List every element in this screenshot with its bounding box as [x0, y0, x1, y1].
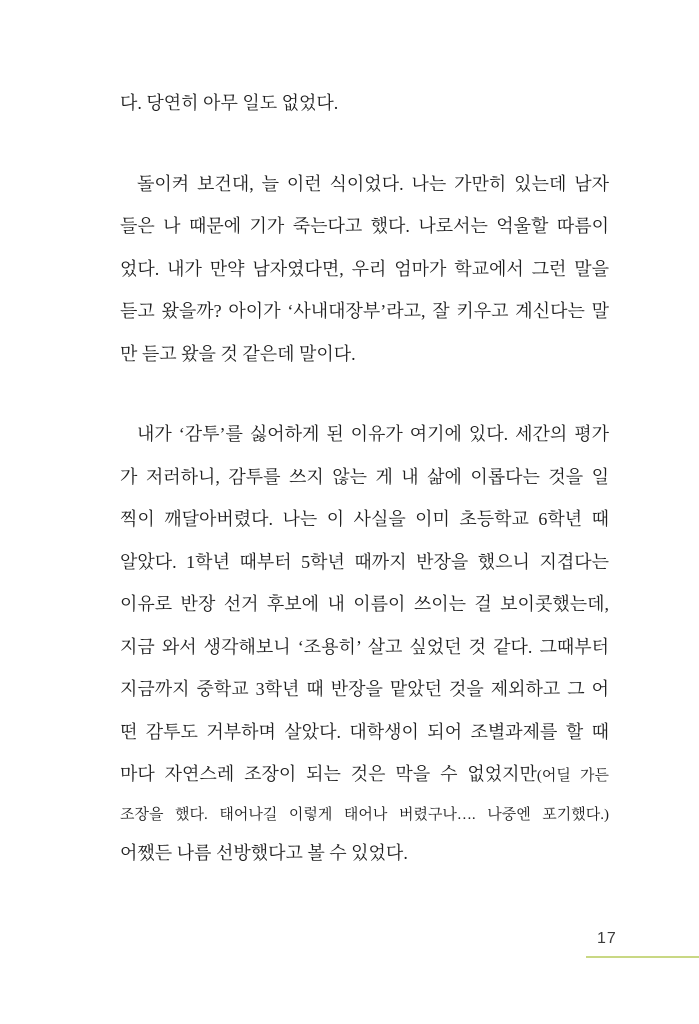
text-line [120, 413, 609, 456]
text-run: 알았다. 1학년 때부터 5학년 때까지 반장을 했으니 지겹다는 [120, 551, 609, 572]
text-run: 었다. 내가 만약 남자였다면, 우리 엄마가 학교에서 그런 말을 [120, 258, 609, 279]
text-line [120, 668, 609, 711]
text-line [120, 205, 609, 248]
text-line [120, 498, 609, 541]
text-line [120, 583, 609, 626]
text-run: 지금까지 중학교 3학년 때 반장을 맡았던 것을 제외하고 그 어 [120, 679, 609, 699]
text-line [120, 626, 609, 669]
text-run: 찍이 깨달아버렸다. 나는 이 사실을 이미 초등학교 6학년 때 [120, 509, 609, 529]
text-line [120, 832, 609, 875]
text-line [120, 82, 609, 125]
text-run: 듣고 왔을까? 아이가 ‘사내대장부’라고, 잘 키우고 계신다는 말 [120, 301, 609, 321]
page-text [120, 82, 609, 874]
paragraph [120, 163, 609, 376]
text-run: 이유로 반장 선거 후보에 내 이름이 쓰이는 걸 보이콧했는데, [120, 594, 609, 614]
text-line [120, 456, 609, 499]
page-number: 17 [597, 930, 617, 947]
text-run: 돌이켜 보건대, 늘 이런 식이었다. 나는 가만히 있는데 남자 [137, 173, 609, 194]
text-line [120, 163, 609, 206]
text-line [120, 248, 609, 291]
text-run: 내가 ‘감투’를 싫어하게 된 이유가 여기에 있다. 세간의 평가 [137, 424, 609, 444]
text-line [120, 711, 609, 754]
text-run: 지금 와서 생각해보니 ‘조용히’ 살고 싶었던 것 같다. 그때부터 [120, 636, 609, 657]
text-run: 들은 나 때문에 기가 죽는다고 했다. 나로서는 억울할 따름이 [120, 216, 609, 236]
text-run: 마다 자연스레 조장이 되는 것은 막을 수 없었지만 [120, 764, 537, 784]
text-run: 만 듣고 왔을 것 같은데 말이다. [120, 343, 356, 364]
text-run: 어쨌든 나름 선방했다고 볼 수 있었다. [120, 842, 408, 863]
text-line [120, 798, 609, 832]
text-run: 다. 당연히 아무 일도 없었다. [120, 93, 339, 113]
paragraph [120, 82, 609, 125]
text-line [120, 753, 609, 798]
text-line [120, 290, 609, 333]
footer-rule [586, 956, 699, 958]
text-line [120, 333, 609, 376]
text-run-small: 조장을 했다. 태어나길 이렇게 태어나 버렸구나…. 나중엔 포기했다.) [120, 806, 609, 823]
paragraph [120, 413, 609, 874]
text-line [120, 541, 609, 584]
text-run: 가 저러하니, 감투를 쓰지 않는 게 내 삶에 이롭다는 것을 일 [120, 466, 609, 487]
text-run: 떤 감투도 거부하며 살았다. 대학생이 되어 조별과제를 할 때 [120, 721, 609, 742]
text-run-small: (어딜 가든 [536, 768, 609, 784]
